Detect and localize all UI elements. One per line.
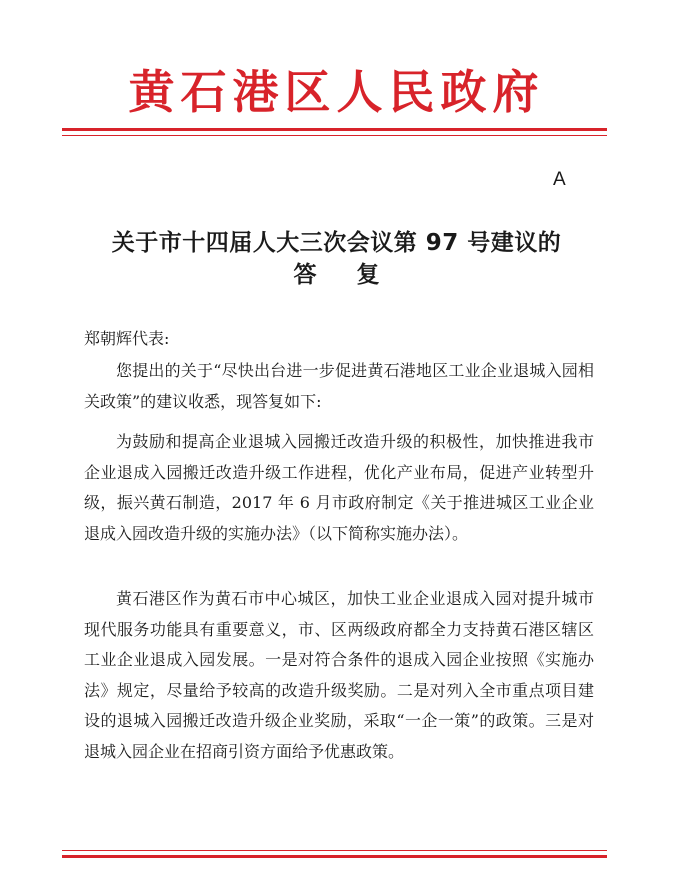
header-rule-thick [62,128,607,131]
paragraph-3: 黄石港区作为黄石市中心城区，加快工业企业退成入园对提升城市现代服务功能具有重要意义，市、区两级政府都全力支持黄石港区辖区工业企业退成入园发展。一是对符合条件的退成入园企业按照《实施办法》规定，尽量给予较高的改造升级奖励。二是对列入全市重点项目建设的退城入园搬迁改造升级企业奖励，采取“一企一策”的政策。三是对退城入园企业在招商引资方面给予优惠政策。 [84,589,594,761]
salutation: 郑朝辉代表: [84,329,170,348]
paragraph-2: 为鼓励和提高企业退城入园搬迁改造升级的积极性，加快推进我市企业退成入园搬迁改造升级工作进程，优化产业布局，促进产业转型升级，振兴黄石制造，2017 年 6 月市政府制定《关于推进城区工业企业退成入园改造升级的实施办法》（以下简称实施办法）。 [84,432,594,543]
issuer-header: 黄石港区人民政府 [128,65,545,119]
footer-rule-thick [62,855,607,858]
header-rule-thin [62,135,607,136]
document-title-line-2: 答复 [293,262,420,288]
paragraph-1: 您提出的关于“尽快出台进一步促进黄石港地区工业企业退城入园相关政策”的建议收悉，现答复如下: [84,361,594,411]
grade-mark: A [553,169,566,190]
footer-rule-thin [62,850,607,851]
document-title-line-1: 关于市十四届人大三次会议第 97 号建议的 [111,230,562,256]
